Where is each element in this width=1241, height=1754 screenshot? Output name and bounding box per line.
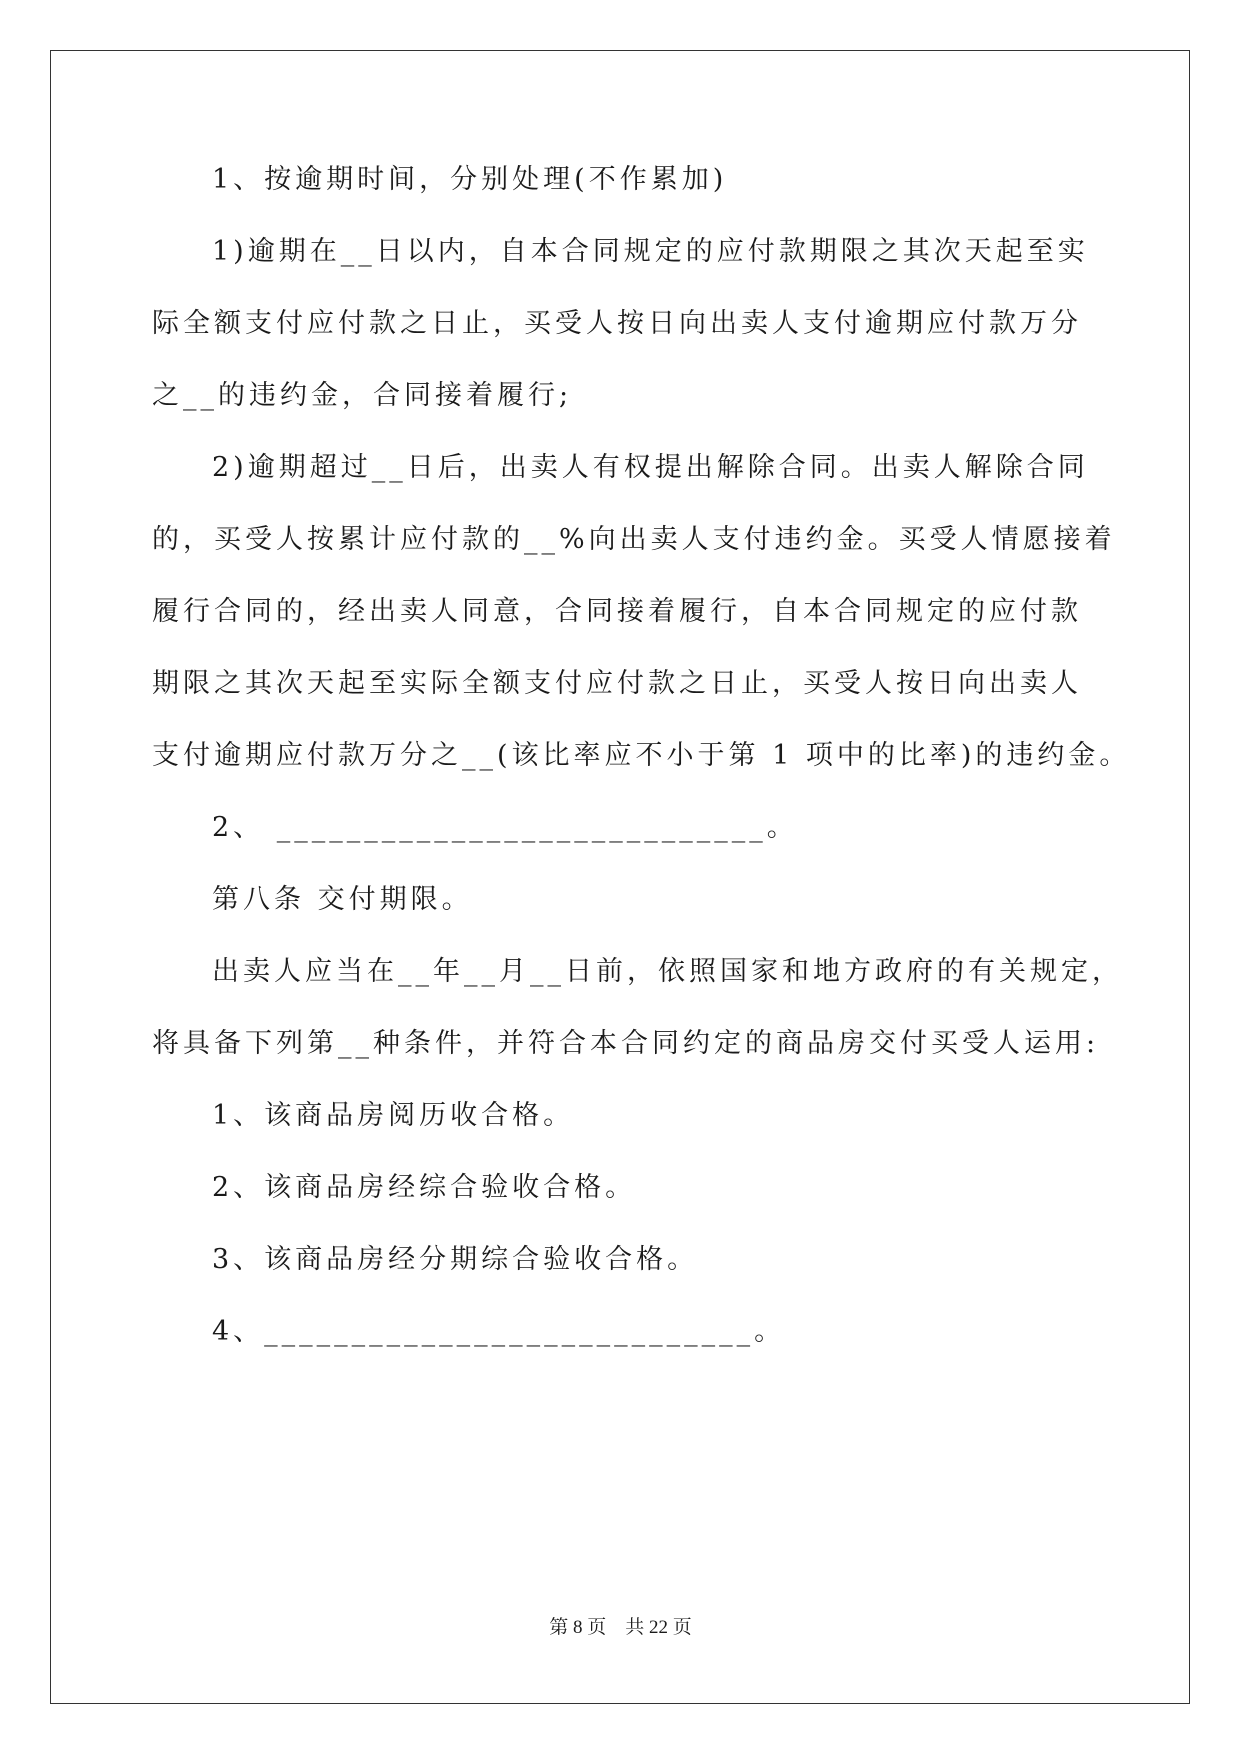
paragraph-line: 2、 ____________________________。 xyxy=(212,812,798,843)
paragraph-line: 1、该商品房阅历收合格。 xyxy=(212,1100,575,1131)
section-heading: 第八条 交付期限。 xyxy=(212,884,473,915)
paragraph-line: 1)逾期在__日以内，自本合同规定的应付款期限之其次天起至实 xyxy=(212,236,1089,267)
paragraph-line: 出卖人应当在__年__月__日前，依照国家和地方政府的有关规定， xyxy=(212,956,1123,987)
paragraph-line: 之__的违约金，合同接着履行; xyxy=(152,380,573,411)
paragraph-line: 将具备下列第__种条件，并符合本合同约定的商品房交付买受人运用: xyxy=(152,1028,1100,1059)
paragraph-line: 的，买受人按累计应付款的__%向出卖人支付违约金。买受人情愿接着 xyxy=(152,524,1116,555)
paragraph-line: 3、该商品房经分期综合验收合格。 xyxy=(212,1244,699,1275)
paragraph-line: 际全额支付应付款之日止，买受人按日向出卖人支付逾期应付款万分 xyxy=(152,308,1082,339)
paragraph-line: 2)逾期超过__日后，出卖人有权提出解除合同。出卖人解除合同 xyxy=(212,452,1089,483)
paragraph-line: 期限之其次天起至实际全额支付应付款之日止，买受人按日向出卖人 xyxy=(152,668,1082,699)
paragraph-line: 支付逾期应付款万分之__(该比率应不小于第 1 项中的比率)的违约金。 xyxy=(152,740,1131,771)
paragraph-line: 2、该商品房经综合验收合格。 xyxy=(212,1172,637,1203)
paragraph-line: 1、按逾期时间，分别处理(不作累加) xyxy=(212,164,728,195)
page-number-footer: 第 8 页 共 22 页 xyxy=(549,1617,692,1638)
paragraph-line: 履行合同的，经出卖人同意，合同接着履行，自本合同规定的应付款 xyxy=(152,596,1082,627)
page-border xyxy=(50,50,1190,1704)
paragraph-line: 4、____________________________。 xyxy=(212,1316,786,1347)
